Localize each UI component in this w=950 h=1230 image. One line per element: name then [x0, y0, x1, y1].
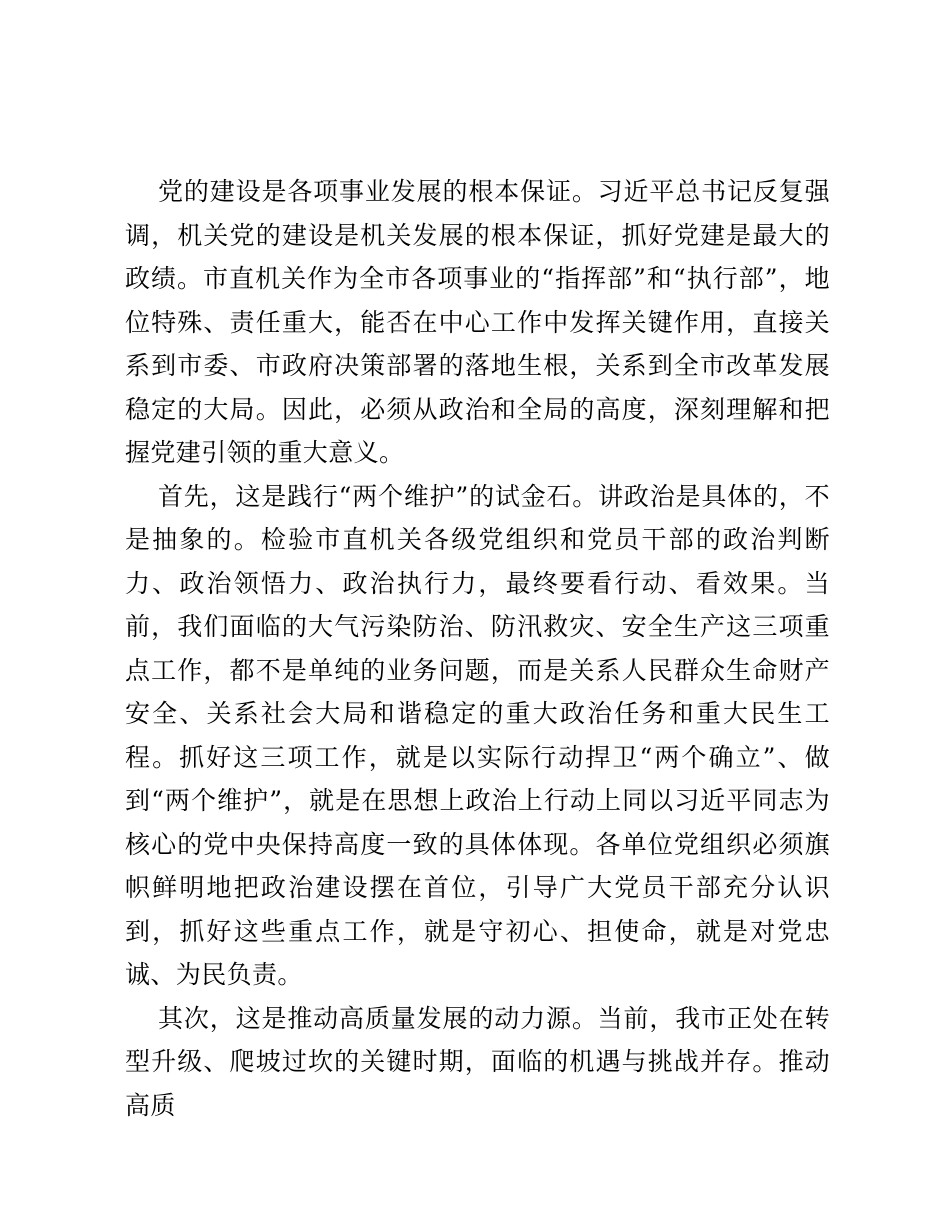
paragraph-3: 其次，这是推动高质量发展的动力源。当前，我市正处在转型升级、爬坡过坎的关键时期，面临的机遇与挑战并存。推动高质: [125, 1003, 830, 1120]
document-page: [125, 170, 830, 1127]
paragraph-1: 党的建设是各项事业发展的根本保证。习近平总书记反复强调，机关党的建设是机关发展的根本保证，抓好党建是最大的政绩。市直机关作为全市各项事业的“指挥部”和“执行部”，地位特殊、责任重大，能否在中心工作中发挥关键作用，直接关系到市委、市政府决策部署的落地生根，关系到全市改革发展稳定的大局。因此，必须从政治和全局的高度，深刻理解和把握党建引领的重大意义。: [125, 177, 830, 467]
paragraph-2: 首先，这是践行“两个维护”的试金石。讲政治是具体的，不是抽象的。检验市直机关各级党组织和党员干部的政治判断力、政治领悟力、政治执行力，最终要看行动、看效果。当前，我们面临的大气污染防治、防汛救灾、安全生产这三项重点工作，都不是单纯的业务问题，而是关系人民群众生命财产安全、关系社会大局和谐稳定的重大政治任务和重大民生工程。抓好这三项工作，就是以实际行动捍卫“两个确立”、做到“两个维护”，就是在思想上政治上行动上同以习近平同志为核心的党中央保持高度一致的具体体现。各单位党组织必须旗帜鲜明地把政治建设摆在首位，引导广大党员干部充分认识到，抓好这些重点工作，就是守初心、担使命，就是对党忠诚、为民负责。: [125, 481, 830, 989]
